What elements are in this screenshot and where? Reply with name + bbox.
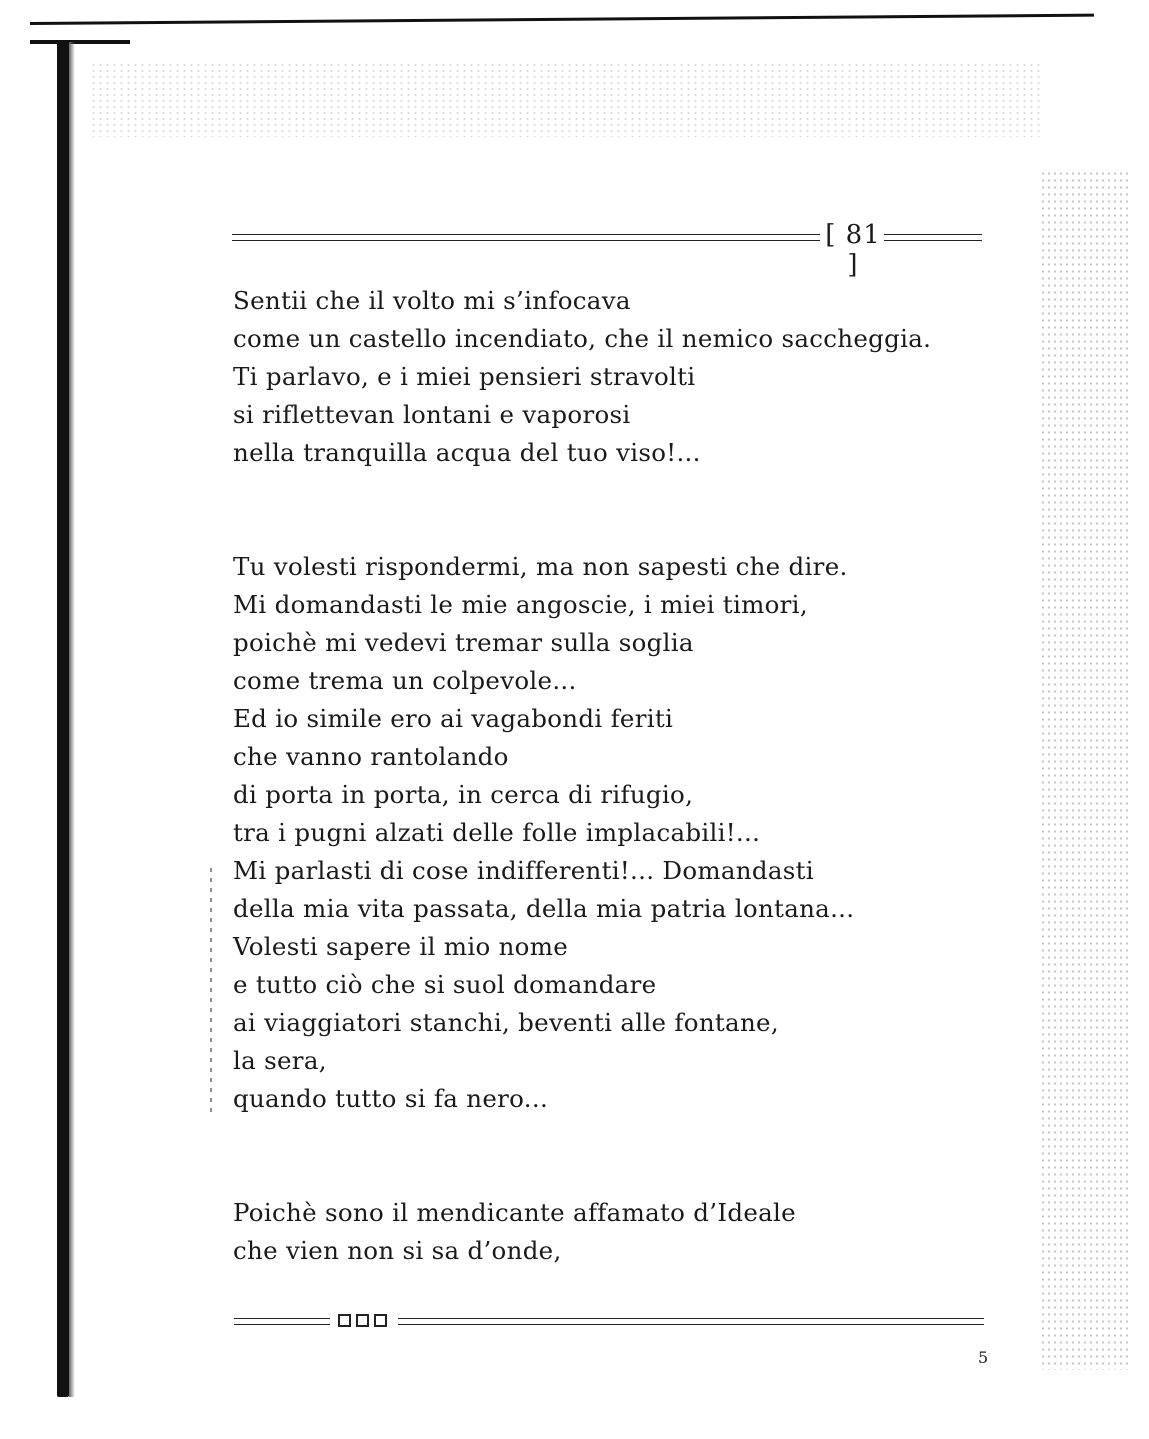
verse-line: di porta in porta, in cerca di rifugio,	[233, 780, 694, 809]
verse-line: che vanno rantolando	[233, 742, 509, 771]
verse-line: Sentii che il volto mi s’infocava	[233, 286, 631, 315]
verse-line: Ed io simile ero ai vagabondi feriti	[233, 704, 674, 733]
footer-rule-left	[234, 1318, 330, 1325]
verse-line: Mi parlasti di cose indifferenti!... Domandasti	[233, 856, 814, 885]
verse-line: che vien non si sa d’onde,	[233, 1236, 562, 1265]
page-header	[232, 220, 984, 280]
header-rule-right	[884, 234, 982, 241]
scan-binding-gradient	[69, 42, 75, 1397]
verse-line: tra i pugni alzati delle folle implacabili!...	[233, 818, 761, 847]
stanza-3	[233, 1194, 931, 1270]
footer-rule-right	[398, 1318, 984, 1325]
poem-text	[233, 282, 931, 1270]
verse-line: Mi domandasti le mie angoscie, i miei timori,	[233, 590, 808, 619]
verse-line: Ti parlavo, e i miei pensieri stravolti	[233, 362, 696, 391]
verse-line: Poichè sono il mendicante affamato d’Ideale	[233, 1198, 796, 1227]
verse-line: la sera,	[233, 1046, 327, 1075]
page-footer	[234, 1312, 986, 1336]
footer-ornament	[338, 1314, 387, 1327]
scan-noise-right	[1040, 170, 1130, 1370]
verse-line: Volesti sapere il mio nome	[233, 932, 569, 961]
stanza-break	[233, 472, 931, 548]
page-number: [ 81 ]	[825, 220, 881, 280]
verse-line: nella tranquilla acqua del tuo viso!...	[233, 438, 701, 467]
verse-line: poichè mi vedevi tremar sulla soglia	[233, 628, 694, 657]
signature-mark: 5	[978, 1348, 989, 1367]
header-rule-left	[232, 234, 820, 241]
stanza-break	[233, 1118, 931, 1194]
verse-line: della mia vita passata, della mia patria lontana...	[233, 894, 855, 923]
scan-noise-top	[90, 62, 1040, 137]
verse-line: come un castello incendiato, che il nemico saccheggia.	[233, 324, 932, 353]
stanza-1	[233, 282, 931, 472]
ornament-square-icon	[356, 1314, 369, 1327]
verse-line: Tu volesti rispondermi, ma non sapesti che dire.	[233, 552, 848, 581]
ornament-square-icon	[374, 1314, 387, 1327]
ornament-square-icon	[338, 1314, 351, 1327]
verse-line: come trema un colpevole...	[233, 666, 577, 695]
scan-binding-shadow	[57, 42, 69, 1397]
scan-top-edge	[30, 14, 1094, 25]
verse-line: ai viaggiatori stanchi, beventi alle fontane,	[233, 1008, 779, 1037]
verse-line: e tutto ciò che si suol domandare	[233, 970, 657, 999]
verse-line: quando tutto si fa nero...	[233, 1084, 549, 1113]
scan-top-edge-corner	[30, 40, 130, 44]
margin-marks	[210, 868, 214, 1118]
stanza-2	[233, 548, 931, 1118]
verse-line: si riflettevan lontani e vaporosi	[233, 400, 631, 429]
